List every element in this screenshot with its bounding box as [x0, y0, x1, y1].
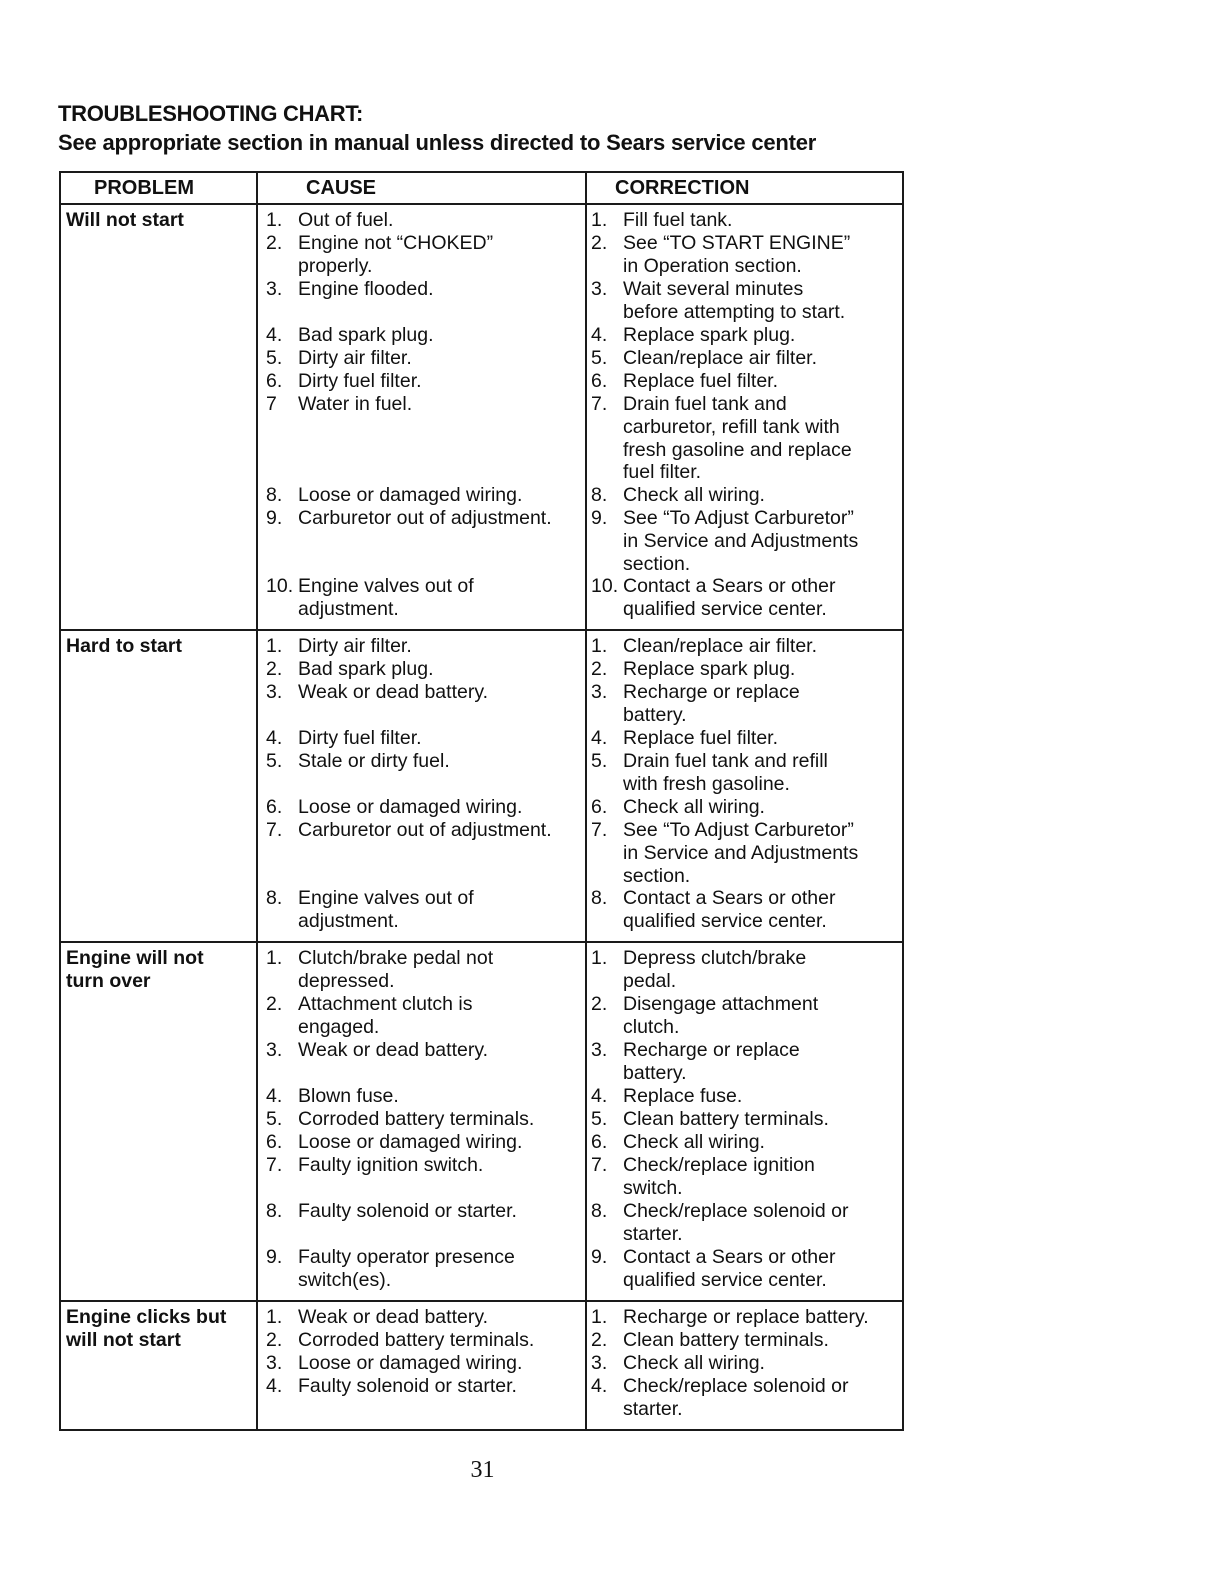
cause-item-text: Engine valves out of adjustment. [298, 575, 474, 620]
correction-item-text: Check/replace ignition switch. [623, 1154, 815, 1199]
correction-item-number: 1. [591, 209, 608, 231]
cause-item-number: 5. [266, 750, 283, 772]
correction-item [591, 1200, 900, 1246]
correction-item [591, 819, 900, 887]
correction-item-text: Contact a Sears or other qualified service center. [623, 575, 836, 620]
cause-item-number: 4. [266, 727, 283, 749]
correction-item-text: Replace spark plug. [623, 324, 796, 346]
cause-item-text: Water in fuel. [298, 393, 413, 415]
correction-item [591, 393, 900, 484]
cause-item-text: Weak or dead battery. [298, 1306, 489, 1328]
cause-item-number: 4. [266, 1375, 283, 1397]
cause-item-number: 2. [266, 658, 283, 680]
correction-item-text: See “To Adjust Carburetor” in Service and Adjustments section. [623, 507, 859, 575]
cause-item [266, 947, 583, 993]
correction-item-number: 6. [591, 1131, 608, 1153]
cause-item-text: Loose or damaged wiring. [298, 484, 523, 506]
cause-item-number: 4. [266, 324, 283, 346]
correction-item [591, 796, 900, 819]
cause-item-text: Dirty air filter. [298, 635, 412, 657]
correction-item [591, 750, 900, 796]
cause-item-text: Attachment clutch is engaged. [298, 993, 473, 1038]
cause-item-text: Faulty solenoid or starter. [298, 1375, 517, 1397]
correction-item [591, 1306, 900, 1329]
correction-item-text: Contact a Sears or other qualified service center. [623, 887, 836, 932]
correction-item-number: 1. [591, 947, 608, 969]
correction-item-text: See “To Adjust Carburetor” in Service and Adjustments section. [623, 819, 859, 887]
cause-item [266, 393, 583, 484]
correction-item-text: Fill fuel tank. [623, 209, 733, 231]
table-row [61, 205, 902, 631]
cause-item [266, 507, 583, 575]
cause-item-number: 8. [266, 484, 283, 506]
cause-item-text: Dirty fuel filter. [298, 370, 422, 392]
cause-item [266, 1329, 583, 1352]
cause-item [266, 278, 583, 324]
troubleshooting-table [59, 171, 904, 1431]
correction-item [591, 1108, 900, 1131]
correction-item-number: 7. [591, 1154, 608, 1176]
cause-item [266, 1375, 583, 1421]
cause-item [266, 887, 583, 933]
correction-item-number: 7. [591, 819, 608, 841]
correction-item-text: Recharge or replace battery. [623, 1306, 869, 1328]
problem-cell: Will not start [61, 205, 258, 629]
correction-item-number: 3. [591, 278, 608, 300]
correction-item [591, 658, 900, 681]
correction-item-number: 6. [591, 796, 608, 818]
correction-item-number: 7. [591, 393, 608, 415]
cause-item-number: 2. [266, 1329, 283, 1351]
cause-item-number: 10. [266, 575, 294, 597]
cause-item-text: Engine not “CHOKED” properly. [298, 232, 494, 277]
correction-item-text: Check all wiring. [623, 796, 765, 818]
correction-item-text: Replace fuel filter. [623, 370, 779, 392]
cause-item-text: Loose or damaged wiring. [298, 796, 523, 818]
cause-item-number: 1. [266, 947, 283, 969]
problem-cell: Engine clicks but will not start [61, 1302, 258, 1429]
correction-cell [587, 631, 902, 941]
cause-item [266, 1306, 583, 1329]
header-correction: CORRECTION [615, 177, 750, 199]
cause-item-text: Loose or damaged wiring. [298, 1131, 523, 1153]
cause-item [266, 1108, 583, 1131]
correction-item [591, 1352, 900, 1375]
correction-item [591, 1085, 900, 1108]
correction-item-text: Drain fuel tank and refill with fresh gasoline. [623, 750, 828, 795]
correction-item-number: 1. [591, 1306, 608, 1328]
page-number: 31 [470, 1457, 495, 1483]
correction-item [591, 232, 900, 278]
correction-item-number: 3. [591, 1352, 608, 1374]
correction-item-number: 1. [591, 635, 608, 657]
correction-item [591, 575, 900, 621]
cause-item-text: Engine flooded. [298, 278, 434, 300]
correction-item [591, 993, 900, 1039]
cause-item-text: Bad spark plug. [298, 324, 434, 346]
correction-item-text: Clean battery terminals. [623, 1108, 829, 1130]
correction-item-number: 8. [591, 887, 608, 909]
correction-item-number: 3. [591, 681, 608, 703]
correction-item [591, 484, 900, 507]
correction-item [591, 209, 900, 232]
cause-item [266, 1131, 583, 1154]
correction-item-text: Replace spark plug. [623, 658, 796, 680]
correction-item-text: Replace fuel filter. [623, 727, 779, 749]
cause-item-number: 9. [266, 1246, 283, 1268]
cause-item-text: Corroded battery terminals. [298, 1108, 535, 1130]
table-header-row [61, 173, 902, 205]
correction-item [591, 635, 900, 658]
chart-subtitle: See appropriate section in manual unless directed to Sears service center [58, 130, 817, 155]
problem-cell: Hard to start [61, 631, 258, 941]
correction-item [591, 278, 900, 324]
cause-item [266, 1352, 583, 1375]
header-cause: CAUSE [258, 173, 587, 203]
cause-item-number: 8. [266, 887, 283, 909]
correction-item-number: 2. [591, 993, 608, 1015]
cause-item-text: Faulty solenoid or starter. [298, 1200, 517, 1222]
correction-item-number: 5. [591, 750, 608, 772]
cause-item-text: Weak or dead battery. [298, 1039, 489, 1061]
cause-item-text: Bad spark plug. [298, 658, 434, 680]
correction-item-text: See “TO START ENGINE” in Operation section. [623, 232, 851, 277]
correction-item-text: Recharge or replace battery. [623, 681, 800, 726]
correction-item-text: Check all wiring. [623, 1352, 765, 1374]
cause-item-number: 1. [266, 635, 283, 657]
correction-item-number: 4. [591, 727, 608, 749]
cause-item-text: Clutch/brake pedal not depressed. [298, 947, 494, 992]
cause-item [266, 819, 583, 887]
cause-item-number: 3. [266, 278, 283, 300]
cause-item [266, 750, 583, 796]
cause-item-text: Carburetor out of adjustment. [298, 507, 552, 529]
cause-item-number: 5. [266, 1108, 283, 1130]
table-row [61, 631, 902, 943]
cause-item-number: 3. [266, 1352, 283, 1374]
correction-cell [587, 205, 902, 629]
cause-item-text: Carburetor out of adjustment. [298, 819, 552, 841]
correction-item-text: Clean battery terminals. [623, 1329, 829, 1351]
cause-item-number: 6. [266, 796, 283, 818]
cause-item [266, 658, 583, 681]
cause-item [266, 635, 583, 658]
cause-item-number: 3. [266, 681, 283, 703]
cause-item [266, 370, 583, 393]
cause-item [266, 232, 583, 278]
cause-item [266, 796, 583, 819]
cause-item-text: Engine valves out of adjustment. [298, 887, 474, 932]
correction-item [591, 324, 900, 347]
correction-item-number: 9. [591, 507, 608, 529]
chart-title: TROUBLESHOOTING CHART: [58, 101, 364, 126]
correction-item-text: Disengage attachment clutch. [623, 993, 819, 1038]
cause-item-number: 2. [266, 232, 283, 254]
cause-item-text: Weak or dead battery. [298, 681, 489, 703]
correction-item-text: Check/replace solenoid or starter. [623, 1375, 849, 1420]
cause-item-number: 5. [266, 347, 283, 369]
correction-item-text: Clean/replace air filter. [623, 635, 818, 657]
correction-item-number: 2. [591, 658, 608, 680]
correction-item [591, 887, 900, 933]
cause-item-text: Faulty ignition switch. [298, 1154, 484, 1176]
cause-item [266, 484, 583, 507]
table-row [61, 1302, 902, 1429]
correction-item-number: 5. [591, 347, 608, 369]
correction-item-text: Check/replace solenoid or starter. [623, 1200, 849, 1245]
correction-item [591, 681, 900, 727]
header-problem: PROBLEM [61, 173, 258, 203]
correction-item [591, 347, 900, 370]
correction-cell [587, 1302, 902, 1429]
cause-item-number: 9. [266, 507, 283, 529]
cause-item-text: Stale or dirty fuel. [298, 750, 450, 772]
cause-item [266, 727, 583, 750]
cause-cell [258, 1302, 587, 1429]
correction-item-text: Depress clutch/brake pedal. [623, 947, 807, 992]
cause-item-number: 7. [266, 1154, 283, 1176]
cause-item [266, 1085, 583, 1108]
cause-item-text: Loose or damaged wiring. [298, 1352, 523, 1374]
cause-item-number: 4. [266, 1085, 283, 1107]
cause-item-text: Blown fuse. [298, 1085, 399, 1107]
correction-item-text: Replace fuse. [623, 1085, 743, 1107]
correction-item-number: 8. [591, 484, 608, 506]
cause-item-text: Out of fuel. [298, 209, 394, 231]
correction-item-number: 6. [591, 370, 608, 392]
table-row [61, 943, 902, 1302]
table-body [61, 205, 902, 1429]
correction-item [591, 370, 900, 393]
correction-item-number: 5. [591, 1108, 608, 1130]
cause-item-number: 6. [266, 370, 283, 392]
correction-item [591, 507, 900, 575]
correction-item [591, 1246, 900, 1292]
problem-cell: Engine will not turn over [61, 943, 258, 1300]
cause-item [266, 347, 583, 370]
cause-item [266, 1154, 583, 1200]
cause-item-number: 7 [266, 393, 277, 415]
cause-item-text: Dirty fuel filter. [298, 727, 422, 749]
correction-item-number: 2. [591, 1329, 608, 1351]
cause-item-text: Dirty air filter. [298, 347, 412, 369]
correction-item-text: Check all wiring. [623, 1131, 765, 1153]
cause-item [266, 1200, 583, 1246]
correction-item-text: Wait several minutes before attempting to start. [623, 278, 846, 323]
cause-cell [258, 943, 587, 1300]
correction-item-number: 8. [591, 1200, 608, 1222]
correction-item-text: Recharge or replace battery. [623, 1039, 800, 1084]
correction-item-text: Clean/replace air filter. [623, 347, 818, 369]
cause-item-number: 6. [266, 1131, 283, 1153]
correction-item-number: 4. [591, 1085, 608, 1107]
cause-item [266, 1246, 583, 1292]
correction-item-number: 9. [591, 1246, 608, 1268]
cause-item [266, 209, 583, 232]
correction-item [591, 727, 900, 750]
correction-item-text: Check all wiring. [623, 484, 765, 506]
correction-item-number: 4. [591, 324, 608, 346]
cause-item-number: 2. [266, 993, 283, 1015]
cause-item-text: Faulty operator presence switch(es). [298, 1246, 515, 1291]
correction-item-text: Contact a Sears or other qualified service center. [623, 1246, 836, 1291]
cause-item-number: 3. [266, 1039, 283, 1061]
correction-item-number: 4. [591, 1375, 608, 1397]
cause-item [266, 1039, 583, 1085]
cause-item-text: Corroded battery terminals. [298, 1329, 535, 1351]
correction-item [591, 1154, 900, 1200]
cause-item-number: 1. [266, 209, 283, 231]
cause-item [266, 324, 583, 347]
cause-item-number: 7. [266, 819, 283, 841]
cause-item-number: 8. [266, 1200, 283, 1222]
cause-item-number: 1. [266, 1306, 283, 1328]
correction-item [591, 1039, 900, 1085]
correction-item [591, 947, 900, 993]
correction-item [591, 1131, 900, 1154]
cause-item [266, 681, 583, 727]
correction-item [591, 1375, 900, 1421]
cause-cell [258, 205, 587, 629]
cause-cell [258, 631, 587, 941]
correction-item-number: 10. [591, 575, 619, 597]
cause-item [266, 575, 583, 621]
cause-item [266, 993, 583, 1039]
correction-item-text: Drain fuel tank and carburetor, refill tank with fresh gasoline and replace fuel filter. [623, 393, 852, 484]
correction-item-number: 2. [591, 232, 608, 254]
correction-item [591, 1329, 900, 1352]
correction-cell [587, 943, 902, 1300]
correction-item-number: 3. [591, 1039, 608, 1061]
